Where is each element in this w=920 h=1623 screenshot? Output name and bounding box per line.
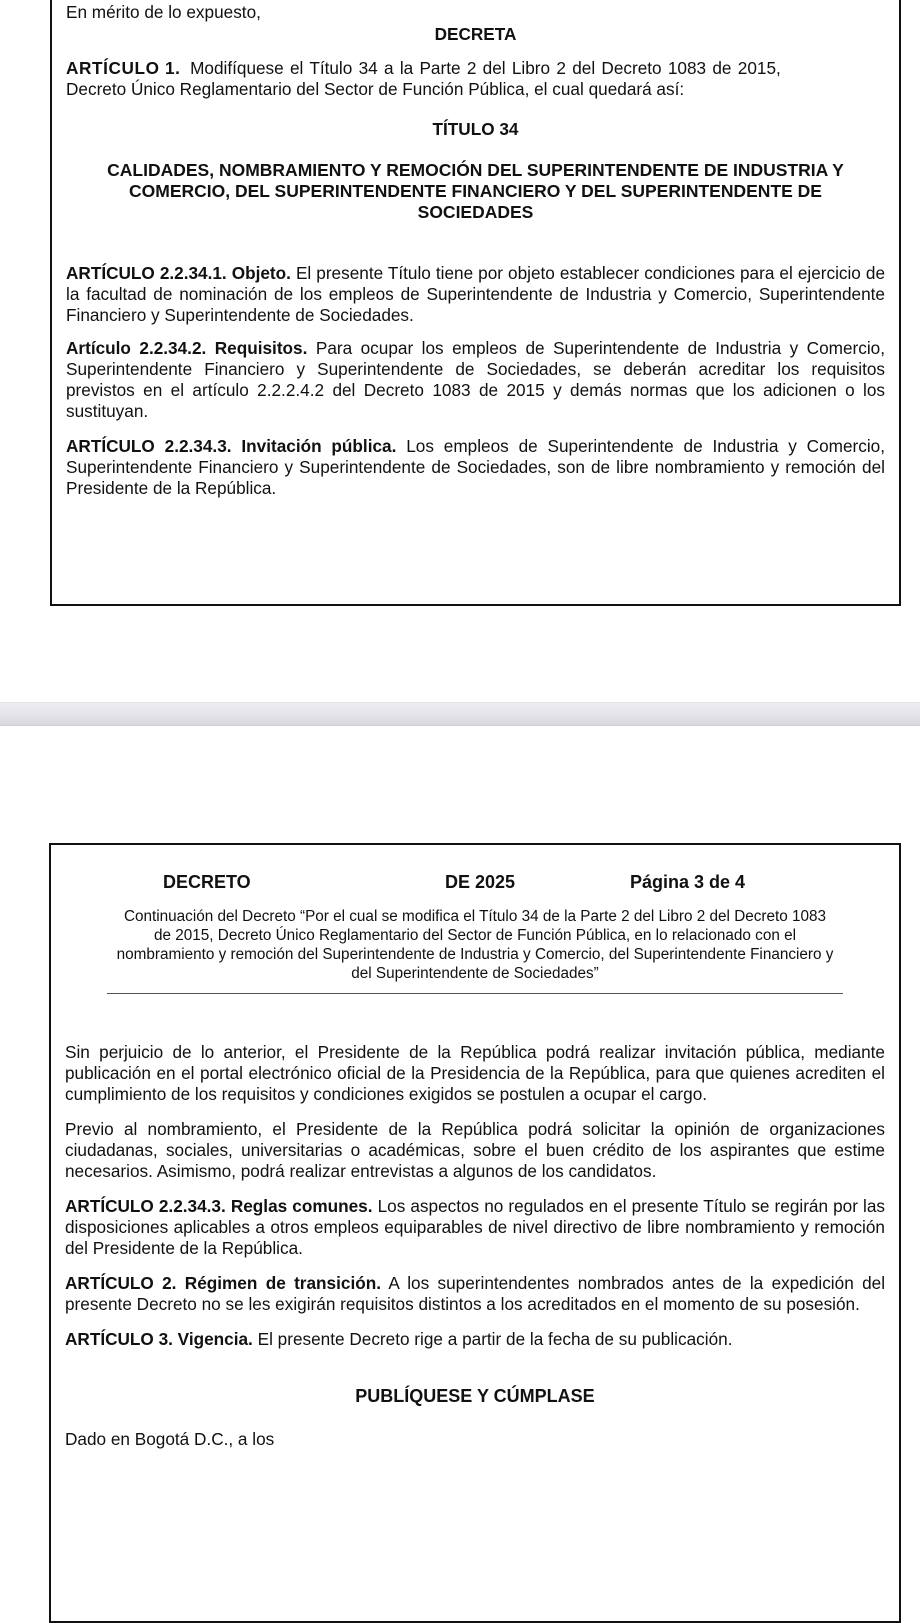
- header-page-number: Página 3 de 4: [630, 872, 746, 892]
- article-label: ARTÍCULO 3. Vigencia.: [65, 1329, 253, 1349]
- article-text: Los empleos de Superintendente de Industria y Comercio, Superintendente Financiero y Superintendente de Sociedades, son de libre nombramiento y remoción del Presidente de la República.: [66, 436, 885, 498]
- article-1-text-line2: Decreto Único Reglamentario del Sector de Función Pública, el cual quedará así:: [66, 79, 685, 99]
- dado-en-text: Dado en Bogotá D.C., a los: [65, 1429, 275, 1449]
- continuation-line: del Superintendente de Sociedades”: [351, 965, 599, 982]
- continuation-line: Continuación del Decreto “Por el cual se modifica el Título 34 de la Parte 2 del Libro 2 del Decreto 1083: [123, 908, 827, 925]
- page-header: [65, 871, 885, 893]
- article-2: [65, 1273, 885, 1315]
- titulo-subheading-line: CALIDADES, NOMBRAMIENTO Y REMOCIÓN DEL SUPERINTENDENTE DE INDUSTRIA Y: [107, 160, 844, 180]
- article-label: ARTÍCULO 2.2.34.1. Objeto.: [66, 263, 291, 283]
- article-2-2-34-2: [66, 338, 885, 422]
- paragraph-invitation: Sin perjuicio de lo anterior, el Presidente de la República podrá realizar invitación pública, mediante publicación en el portal electrónico oficial de la Presidencia de la República, para que quienes acrediten el cumplimiento de los requisitos y condiciones exigidos se postulen a ocupar el cargo.: [65, 1042, 885, 1104]
- header-rule: [107, 993, 843, 994]
- page-separator: [0, 702, 920, 726]
- article-1-text-line1: Modifíquese el Título 34 a la Parte 2 del Libro 2 del Decreto 1083 de 2015,: [190, 58, 781, 78]
- article-2-2-34-3: [66, 436, 885, 499]
- closing-heading: PUBLÍQUESE Y CÚMPLASE: [355, 1386, 595, 1406]
- article-1: [66, 58, 885, 100]
- titulo-subheading-line: COMERCIO, DEL SUPERINTENDENTE FINANCIERO Y DEL SUPERINTENDENTE DE: [129, 181, 822, 201]
- article-label: ARTÍCULO 2.2.34.3. Reglas comunes.: [65, 1196, 373, 1216]
- intro-text: En mérito de lo expuesto,: [66, 2, 261, 22]
- article-text: A los superintendentes nombrados antes de la expedición del presente Decreto no se les exigirán requisitos distintos a los acreditados en el momento de su posesión.: [65, 1273, 886, 1314]
- document-page-bottom: [49, 843, 901, 1623]
- article-2-2-34-1: [66, 263, 885, 326]
- article-label: ARTÍCULO 2. Régimen de transición.: [65, 1273, 381, 1293]
- header-decreto: DECRETO: [163, 872, 251, 892]
- continuation-line: nombramiento y remoción del Superintendente de Industria y Comercio, del Superintendente Financiero y: [116, 946, 834, 963]
- article-text: El presente Título tiene por objeto establecer condiciones para el ejercicio de la facultad de nominación de los empleos de Superintendente de Industria y Comercio, Superintendente Financiero y Superintendente de Sociedades.: [66, 263, 886, 325]
- document-page-top: [50, 0, 901, 606]
- article-text: Los aspectos no regulados en el presente Título se regirán por las disposiciones aplicables a otros empleos equiparables de nivel directivo de libre nombramiento y remoción del Presidente de la República.: [65, 1196, 885, 1258]
- article-label: ARTÍCULO 2.2.34.3. Invitación pública.: [66, 436, 397, 456]
- titulo-subheading-line: SOCIEDADES: [417, 202, 534, 222]
- article-label: Artículo 2.2.34.2. Requisitos.: [66, 338, 308, 358]
- header-year: DE 2025: [445, 872, 516, 892]
- decreta-heading: DECRETA: [434, 24, 517, 44]
- article-text: Para ocupar los empleos de Superintendente de Industria y Comercio, Superintendente Financiero y Superintendente de Sociedades, se deberán acreditar los requisitos previstos en el artículo 2.2.2.4.2 del Decreto 1083 de 2015 y demás normas que los adicionen o los sustituyan.: [66, 338, 885, 421]
- article-text: El presente Decreto rige a partir de la fecha de su publicación.: [257, 1329, 733, 1349]
- article-reglas-comunes: [65, 1196, 885, 1259]
- titulo-subheading: [66, 160, 885, 223]
- article-3: [65, 1329, 885, 1350]
- titulo-heading: TÍTULO 34: [432, 119, 519, 139]
- continuation-block: [65, 907, 885, 983]
- article-1-label: ARTÍCULO 1.: [66, 58, 181, 78]
- paragraph-opinion: Previo al nombramiento, el Presidente de la República podrá solicitar la opinión de organizaciones ciudadanas, sociales, universitarias o académicas, sobre el buen crédito de los aspirantes que estime necesarios. Asimismo, podrá realizar entrevistas a algunos de los candidatos.: [65, 1119, 885, 1181]
- continuation-line: de 2015, Decreto Único Reglamentario del Sector de Función Pública, en lo relacionado con el: [153, 927, 796, 944]
